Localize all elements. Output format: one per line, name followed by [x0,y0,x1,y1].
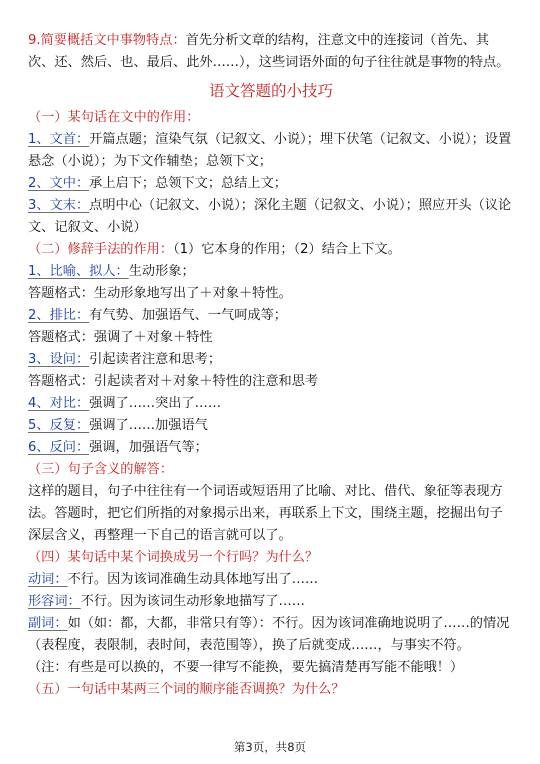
s2-item-4-text: 强调了……突出了…… [89,396,222,411]
s2-item-6-label: 6、反问： [28,440,90,455]
s2-item-5-label: 5、反复： [28,418,90,433]
s2-item-2-text: 有气势、加强语气、一气呵成等； [89,308,287,323]
s2-item-1-text: 生动形象； [128,264,195,279]
s1-item-1-text: 开篇点题；渲染气氛（记叙文、小说）；埋下伏笔（记叙文、小说）；设置悬念（小说）；为下文作辅垫；总领下文； [28,132,512,169]
s2-item-5-text: 强调了……加强语气 [89,418,208,433]
s4-item-2-text: 不行。因为该词生动形象地描写了…… [80,594,305,609]
s1-item-2-label: 2、文中： [28,176,90,191]
s1-item-3-text: 点明中心（记叙文、小说）；深化主题（记叙文、小说）；照应开头（议论文、记叙文、小说） [28,198,512,235]
s2-item-2-label: 2、排比： [28,308,90,323]
s1-item-2 [28,173,514,195]
s1-item-1 [28,129,514,173]
document-page [28,30,514,701]
s4-item-1-label: 动词： [28,572,68,587]
s2-item-3-label: 3、设问： [28,352,90,367]
s2-item-2 [28,305,514,327]
s2-item-5 [28,415,514,437]
s2-item-3 [28,349,514,371]
heading-2 [28,239,514,261]
s3-paragraph: 这样的题目，句子中往往有一个词语或短语用了比喻、对比、借代、象征等表现方法。答题时，把它们所指的对象揭示出来，再联系上下文，围绕主题，挖掘出句子深层含义，再整理一下自己的语言就可以了。 [28,484,503,543]
s4-item-3-text: 如（如：都，大都，非常只有等）：不行。因为该词准确地说明了……的情况（表程度，表限制，表时间，表范围等），换了后就变成……，与事实不符。 [28,616,510,653]
page-footer: 第3页，共8页 [233,740,307,754]
s2-item-1-label: 1、比喻、拟人： [28,264,129,279]
s4-item-1 [28,569,514,591]
heading-4: （四）某句话中某个词换成另一个行吗？为什么？ [28,550,319,565]
s4-item-2-label: 形容词： [28,594,81,609]
s4-note: （注：有些是可以换的，不要一律写不能换，要先搞清楚再写能不能哦！） [28,660,464,675]
heading-2-title: （二）修辞手法的作用： [28,242,174,257]
s2-item-1 [28,261,514,283]
s2-item-3-text: 引起读者注意和思考； [89,352,222,367]
s2-format-1: 答题格式：生动形象地写出了＋对象＋特性。 [28,286,292,301]
s2-format-2: 答题格式：强调了＋对象＋特性 [28,330,213,345]
section-title: 语文答题的小技巧 [208,82,333,100]
s1-item-2-text: 承上启下；总领下文；总结上文； [89,176,287,191]
s2-item-4 [28,393,514,415]
heading-3: （三）句子含义的解答： [28,462,174,477]
s2-format-3: 答题格式：引起读者对＋对象＋特性的注意和思考 [28,374,319,389]
s1-item-3-label: 3、文末： [28,198,90,213]
s4-item-3 [28,613,514,657]
heading-2-note: （1）它本身的作用；（2）结合上下文。 [173,242,401,257]
s1-item-3 [28,195,514,239]
s4-item-3-label: 副词： [28,616,68,631]
s2-item-6-text: 强调，加强语气等； [89,440,208,455]
s1-item-1-label: 1、文首： [28,132,90,147]
intro-heading: 9.简要概括文中事物特点： [28,33,186,48]
s4-item-2 [28,591,514,613]
intro-paragraph [28,30,514,74]
heading-1: （一）某句话在文中的作用： [28,110,200,125]
s2-item-4-label: 4、对比： [28,396,90,411]
s4-item-1-text: 不行。因为该词准确生动具体地写出了…… [67,572,319,587]
heading-5: （五）一句话中某两三个词的顺序能否调换？为什么？ [28,682,345,697]
intro-text: 首先分析文章的结构，注意文中的连接词（首先、其次、还、然后、也、最后、此外……），这些词语外面的句子往往就是事物的特点。 [28,33,510,70]
s2-item-6 [28,437,514,459]
